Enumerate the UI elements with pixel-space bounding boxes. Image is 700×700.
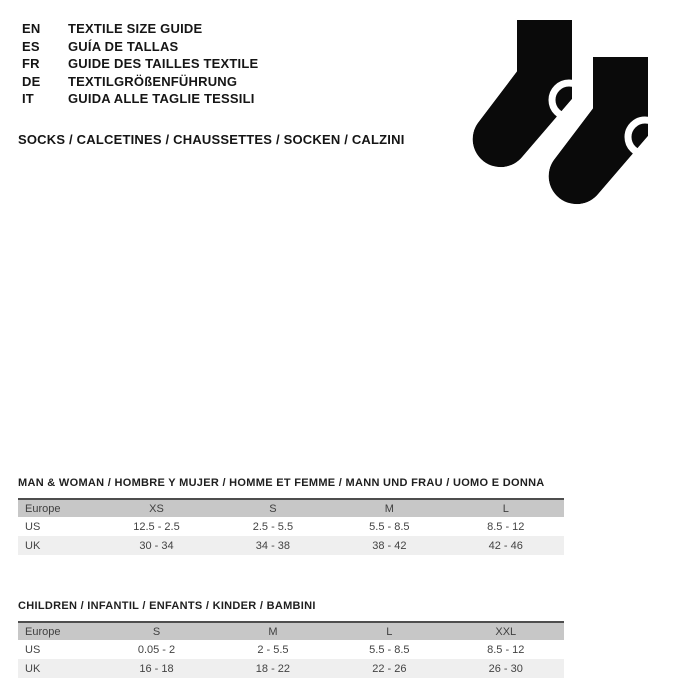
language-code: ES (22, 38, 40, 54)
language-code: DE (22, 73, 41, 89)
size-cell: 8.5 - 12 (487, 643, 525, 656)
language-title: TEXTILGRÖßENFÜHRUNG (68, 73, 238, 89)
size-cell: 5.5 - 8.5 (369, 520, 410, 533)
size-cell: 38 - 42 (372, 539, 407, 552)
size-cell: 0.05 - 2 (137, 643, 176, 656)
man-woman-section (18, 477, 564, 555)
language-code: IT (22, 91, 34, 106)
language-row (22, 91, 255, 106)
socks-icon (467, 20, 667, 220)
column-header: L (502, 502, 509, 515)
size-cell: 22 - 26 (372, 662, 407, 675)
size-cell: 26 - 30 (488, 662, 523, 675)
table-title: CHILDREN / INFANTIL / ENFANTS / KINDER / BAMBINI (18, 600, 316, 612)
size-cell: 5.5 - 8.5 (369, 643, 410, 656)
column-header: Europe (25, 625, 61, 638)
row-label-cell: US (25, 643, 41, 656)
column-header: XS (149, 502, 164, 515)
column-header: L (386, 625, 393, 638)
size-cell: 2 - 5.5 (257, 643, 289, 656)
column-header: Europe (25, 502, 61, 515)
man-woman-size-table (18, 498, 564, 555)
row-label-cell: US (25, 520, 41, 533)
size-cell: 2.5 - 5.5 (252, 520, 294, 533)
children-size-table (18, 621, 564, 678)
column-header: M (384, 502, 394, 515)
column-header: XXL (495, 625, 517, 638)
language-row (22, 56, 258, 71)
language-code: EN (22, 21, 41, 36)
size-cell: 42 - 46 (488, 539, 523, 552)
table-row (18, 659, 564, 678)
language-title: GUÍA DE TALLAS (68, 38, 179, 54)
table-row (18, 640, 564, 659)
column-header: S (269, 502, 277, 515)
language-title: TEXTILE SIZE GUIDE (68, 21, 203, 36)
language-title: GUIDA ALLE TAGLIE TESSILI (68, 91, 255, 106)
table-header-row (18, 499, 564, 517)
size-cell: 30 - 34 (139, 539, 174, 552)
row-label-cell: UK (25, 662, 41, 675)
language-row (22, 39, 178, 54)
table-header-row (18, 622, 564, 640)
column-header: S (152, 625, 161, 638)
children-section (18, 600, 564, 678)
language-title: GUIDE DES TAILLES TEXTILE (68, 56, 259, 71)
category-title: SOCKS / CALCETINES / CHAUSSETTES / SOCKEN / CALZINI (18, 132, 405, 147)
table-row (18, 536, 564, 555)
size-cell: 12.5 - 2.5 (133, 520, 180, 533)
language-row (22, 21, 202, 36)
table-row (18, 517, 564, 536)
size-cell: 16 - 18 (139, 662, 174, 675)
language-row (22, 74, 237, 89)
language-code: FR (22, 56, 40, 71)
row-label-cell: UK (25, 539, 41, 552)
size-cell: 8.5 - 12 (487, 520, 525, 533)
size-cell: 18 - 22 (255, 662, 291, 675)
column-header: M (268, 625, 278, 638)
size-cell: 34 - 38 (255, 539, 291, 552)
table-title: MAN & WOMAN / HOMBRE Y MUJER / HOMME ET FEMME / MANN UND FRAU / UOMO E DONNA (18, 477, 545, 489)
